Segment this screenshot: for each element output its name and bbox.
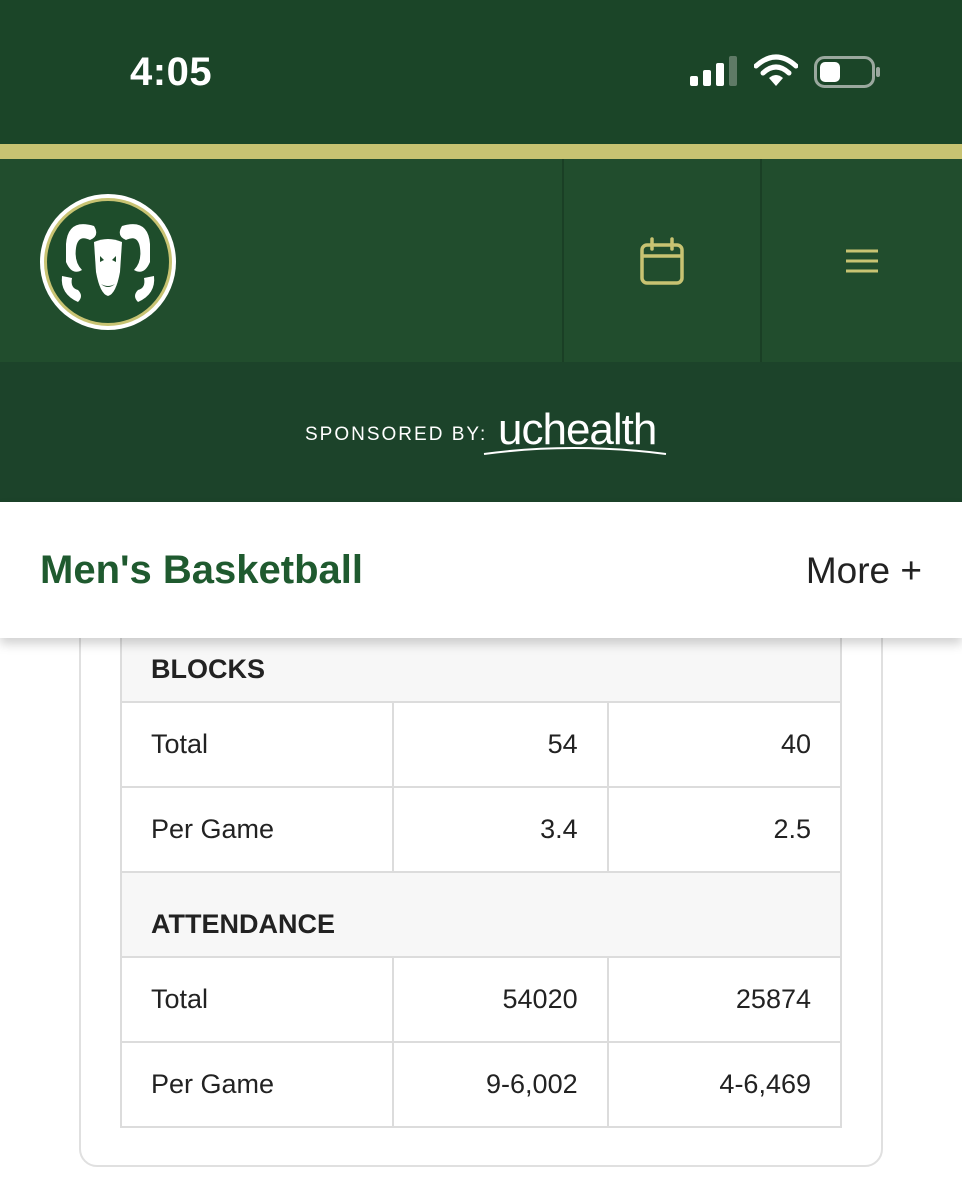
row-label: Per Game — [121, 787, 393, 872]
sport-title[interactable]: Men's Basketball — [40, 548, 363, 592]
battery-icon — [814, 56, 882, 88]
signal-icon — [690, 56, 738, 86]
status-bar — [0, 0, 962, 144]
table-row — [121, 787, 841, 872]
sponsor-swoosh-icon — [482, 402, 672, 462]
opponent-value: 25874 — [608, 957, 841, 1042]
team-value: 3.4 — [393, 787, 607, 872]
table-row — [121, 702, 841, 787]
wifi-icon — [754, 54, 798, 88]
status-time: 4:05 — [130, 50, 213, 94]
hamburger-menu-icon — [845, 248, 879, 274]
section-heading: ATTENDANCE — [121, 872, 841, 957]
site-header — [0, 159, 962, 362]
table-row — [121, 957, 841, 1042]
row-label: Per Game — [121, 1042, 393, 1127]
stats-table — [120, 616, 842, 1128]
sponsor-label: SPONSORED BY: — [305, 424, 488, 445]
gold-stripe — [0, 144, 962, 159]
menu-button[interactable] — [762, 159, 962, 362]
more-button[interactable]: More + — [805, 550, 922, 591]
ram-logo-icon[interactable] — [38, 192, 178, 332]
team-value: 54 — [393, 702, 607, 787]
calendar-button[interactable] — [564, 159, 760, 362]
section-heading: BLOCKS — [121, 617, 841, 702]
opponent-value: 2.5 — [608, 787, 841, 872]
table-row — [121, 1042, 841, 1127]
sponsor-logo[interactable]: uchealth — [498, 405, 657, 454]
row-label: Total — [121, 702, 393, 787]
team-value: 54020 — [393, 957, 607, 1042]
section-header-row — [121, 872, 841, 957]
opponent-value: 40 — [608, 702, 841, 787]
calendar-icon — [640, 237, 684, 285]
team-value: 9-6,002 — [393, 1042, 607, 1127]
sport-subnav — [0, 502, 962, 638]
opponent-value: 4-6,469 — [608, 1042, 841, 1127]
row-label: Total — [121, 957, 393, 1042]
